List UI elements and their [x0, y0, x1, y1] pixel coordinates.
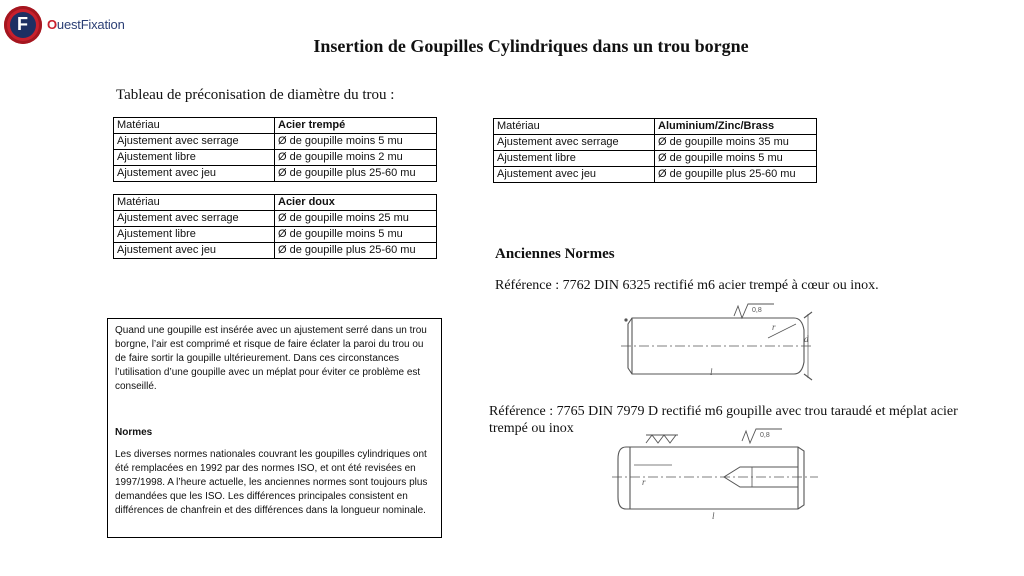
table-cell: Matériau — [114, 195, 275, 211]
table-cell: Ø de goupille plus 25-60 mu — [275, 243, 437, 259]
table-cell: Ø de goupille moins 5 mu — [655, 151, 817, 167]
table-cell: Ø de goupille moins 2 mu — [275, 150, 437, 166]
table-acier-trempe — [113, 117, 437, 182]
table-cell: Ø de goupille moins 35 mu — [655, 135, 817, 151]
table-cell: Ajustement avec serrage — [494, 135, 655, 151]
table-row — [494, 135, 817, 151]
roughness-label: 0,8 — [760, 432, 770, 439]
page-title: Insertion de Goupilles Cylindriques dans un trou borgne — [313, 36, 749, 56]
norms-heading: Normes — [115, 427, 153, 438]
table-cell: Ajustement avec serrage — [114, 134, 275, 150]
table-row — [114, 211, 437, 227]
length-label: l — [710, 367, 713, 377]
table-cell: Ajustement avec jeu — [494, 167, 655, 183]
logo-text: OuestFixation — [47, 17, 125, 32]
table-aluminium-zinc-brass — [493, 118, 817, 183]
table-row — [114, 134, 437, 150]
table-cell: Ø de goupille plus 25-60 mu — [275, 166, 437, 182]
table-row — [114, 243, 437, 259]
air-compression-note: Quand une goupille est insérée avec un ajustement serré dans un trou borgne, l’air est comprimé et risque de faire éclater la paroi du trou ou de faire sortir la goupille ultérieurement. Dans ces circonstances l’utilisation d’une goupille avec un méplat pour éviter ce problème est conseillé. — [115, 325, 427, 392]
table-row — [114, 150, 437, 166]
diameter-label: d — [804, 334, 809, 344]
reference-7765: Référence : 7765 DIN 7979 D rectifié m6 goupille avec trou taraudé et méplat acier trempé ou inox — [489, 404, 958, 436]
table-cell: Ajustement libre — [114, 150, 275, 166]
table-row — [494, 119, 817, 135]
reference-7762: Référence : 7762 DIN 6325 rectifié m6 acier trempé à cœur ou inox. — [495, 278, 879, 293]
table-cell: Acier trempé — [275, 118, 437, 134]
table-cell: Ø de goupille moins 25 mu — [275, 211, 437, 227]
table-intro: Tableau de préconisation de diamètre du trou : — [116, 87, 395, 103]
table-cell: Ajustement libre — [494, 151, 655, 167]
table-cell: Ø de goupille plus 25-60 mu — [655, 167, 817, 183]
table-cell: Acier doux — [275, 195, 437, 211]
table-cell: Ø de goupille moins 5 mu — [275, 227, 437, 243]
table-row — [114, 195, 437, 211]
radius-label: r — [642, 477, 646, 487]
norms-note: Les diverses normes nationales couvrant les goupilles cylindriques ont été remplacées en 1992 par des normes ISO, et ont été revisées en 1997/1998. A l’heure actuelle, les anciennes normes sont toujours plus demandées que les ISO. Les différences principales consistent en différences de chanfrein et des différences dans la longueur nominale. — [115, 449, 428, 516]
pin-drawing-din7979 — [612, 425, 822, 520]
table-cell: Matériau — [114, 118, 275, 134]
old-norms-heading: Anciennes Normes — [495, 246, 615, 262]
table-row — [494, 151, 817, 167]
table-cell: Ø de goupille moins 5 mu — [275, 134, 437, 150]
length-label: l — [712, 511, 715, 520]
table-cell: Ajustement libre — [114, 227, 275, 243]
table-row — [114, 118, 437, 134]
chamfer-mark — [624, 318, 627, 321]
table-row — [114, 166, 437, 182]
table-row — [114, 227, 437, 243]
info-text-box — [107, 318, 442, 538]
roughness-label: 0,8 — [752, 307, 762, 314]
table-cell: Matériau — [494, 119, 655, 135]
table-row — [494, 167, 817, 183]
table-acier-doux — [113, 194, 437, 259]
table-cell: Ajustement avec jeu — [114, 243, 275, 259]
table-cell: Aluminium/Zinc/Brass — [655, 119, 817, 135]
pin-drawing-din6325 — [618, 300, 818, 388]
table-cell: Ajustement avec jeu — [114, 166, 275, 182]
logo-mark-letter: F — [17, 14, 28, 34]
radius-label: r — [772, 322, 776, 332]
table-cell: Ajustement avec serrage — [114, 211, 275, 227]
